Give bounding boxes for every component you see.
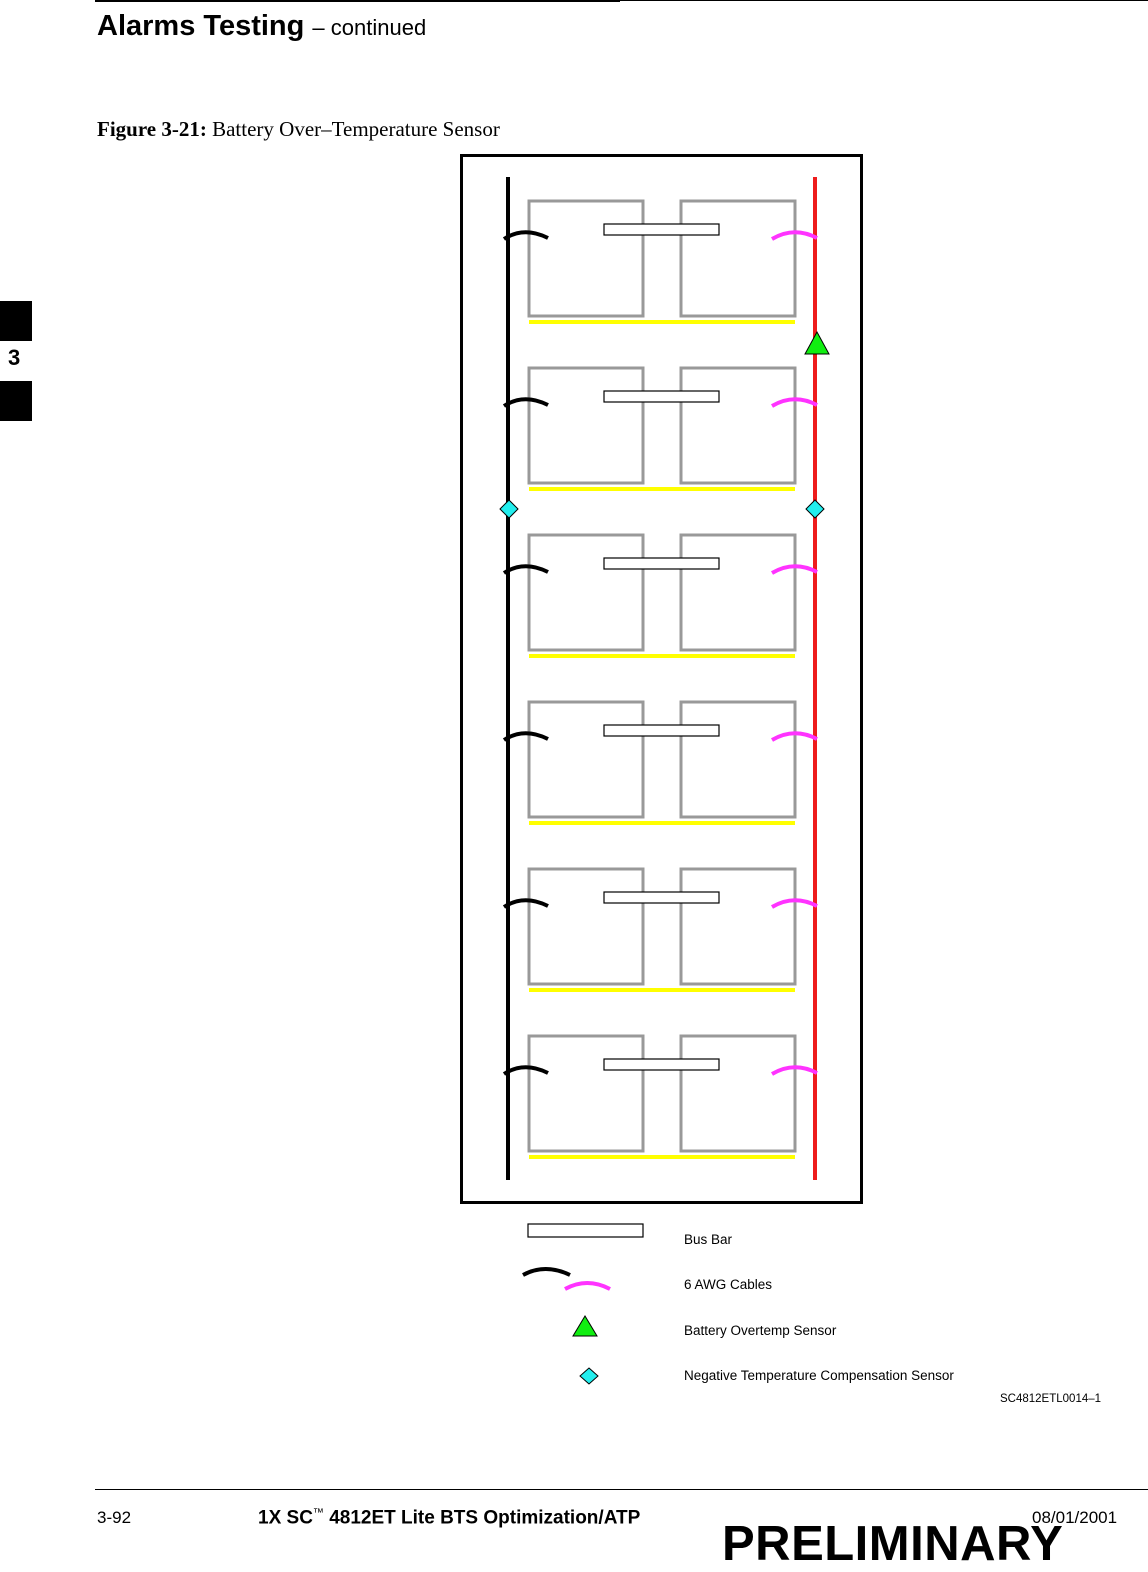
bus-bar: [604, 1059, 719, 1070]
battery-cell-right: [681, 702, 795, 817]
bus-bar: [604, 391, 719, 402]
page-number: 3-92: [97, 1508, 132, 1527]
header-title: Alarms Testing: [97, 10, 305, 42]
legend-neg-temp-label: Negative Temperature Compensation Sensor: [684, 1368, 954, 1383]
battery-cell-left: [529, 535, 643, 650]
legend-bus-bar-symbol: [528, 1224, 643, 1237]
footer-rule: [95, 1489, 1148, 1490]
bus-bar: [604, 725, 719, 736]
battery-rows: [504, 201, 817, 1157]
battery-cell-left: [529, 201, 643, 316]
figure-id: SC4812ETL0014–1: [1000, 1393, 1102, 1405]
battery-cell-right: [681, 1036, 795, 1151]
legend-black-cable-symbol: [523, 1269, 570, 1275]
neg-temp-sensor-right: [806, 500, 824, 518]
legend-cables-label: 6 AWG Cables: [684, 1277, 773, 1292]
figure-title: Battery Over–Temperature Sensor: [212, 117, 500, 141]
trademark-symbol: ™: [312, 1507, 324, 1519]
chapter-tab-label: 3: [8, 345, 21, 370]
battery-cell-left: [529, 1036, 643, 1151]
footer-title-prefix: 1X SC: [258, 1507, 313, 1529]
legend-overtemp-label: Battery Overtemp Sensor: [684, 1323, 837, 1338]
bus-bar: [604, 558, 719, 569]
header-continued: – continued: [312, 15, 427, 40]
preliminary-watermark: PRELIMINARY: [722, 1517, 1064, 1571]
legend-overtemp-symbol: [573, 1316, 597, 1336]
battery-cell-right: [681, 535, 795, 650]
battery-cell-right: [681, 869, 795, 984]
cabinet-frame: [462, 156, 862, 1203]
battery-cell-left: [529, 869, 643, 984]
neg-temp-sensor-left: [500, 500, 518, 518]
footer-title: [258, 1507, 640, 1529]
battery-cell-left: [529, 368, 643, 483]
footer-date: 08/01/2001: [1032, 1508, 1118, 1527]
overtemp-sensor: [805, 332, 829, 354]
battery-cell-right: [681, 368, 795, 483]
bus-bar: [604, 892, 719, 903]
legend-neg-temp-symbol: [580, 1368, 598, 1384]
figure-number: Figure 3-21:: [97, 117, 207, 141]
legend-magenta-cable-symbol: [565, 1283, 610, 1289]
footer-title-suffix: 4812ET Lite BTS Optimization/ATP: [329, 1507, 641, 1529]
battery-cell-left: [529, 702, 643, 817]
battery-cell-right: [681, 201, 795, 316]
bus-bar: [604, 224, 719, 235]
legend-bus-bar-label: Bus Bar: [684, 1232, 733, 1247]
